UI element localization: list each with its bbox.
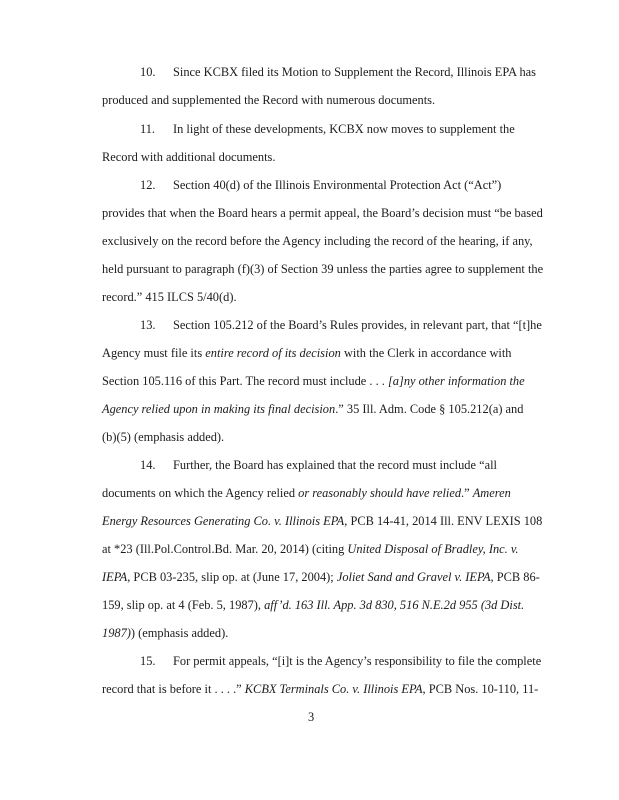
paragraph-number: 15. <box>140 654 156 668</box>
paragraph-text-line <box>102 514 542 529</box>
paragraph-text-line: Section 105.212 of the Board’s Rules provides, in relevant part, that “[t]he <box>173 318 542 332</box>
emphasis-span: Agency relied upon in making its final decision <box>102 402 336 416</box>
page-number: 3 <box>308 710 315 724</box>
paragraph-text-line: record.” 415 ILCS 5/40(d). <box>102 290 237 304</box>
paragraph-text-line: exclusively on the record before the Agency including the record of the hearing, if any, <box>102 234 533 248</box>
paragraph-number: 13. <box>140 318 156 332</box>
paragraph-text-line: provides that when the Board hears a permit appeal, the Board’s decision must “be based <box>102 206 543 220</box>
case-name-span: Joliet Sand and Gravel v. IEPA <box>336 570 491 584</box>
text-span: documents on which the Agency relied <box>102 486 299 500</box>
text-span: .” 35 Ill. Adm. Code § 105.212(a) and <box>335 402 524 416</box>
paragraph-text-line: produced and supplemented the Record with numerous documents. <box>102 93 436 107</box>
citation-span: aff’d. 163 Ill. App. 3d 830, 516 N.E.2d 955 (3d Dist. <box>264 598 525 612</box>
paragraph-number: 14. <box>140 458 156 472</box>
paragraph-text-line <box>102 598 524 613</box>
paragraph-text-line: Since KCBX filed its Motion to Supplement the Record, Illinois EPA has <box>173 65 536 79</box>
paragraph-text-line: Section 40(d) of the Illinois Environmental Protection Act (“Act”) <box>173 178 502 192</box>
text-span: Section 105.116 of this Part. The record must include . . . <box>102 374 388 388</box>
text-span: .” <box>461 486 473 500</box>
paragraph-number: 10. <box>140 65 156 79</box>
paragraph-text-line: (b)(5) (emphasis added). <box>102 430 225 444</box>
paragraph-text-line <box>102 486 511 501</box>
text-span: ) (emphasis added). <box>130 626 229 640</box>
case-name-span: United Disposal of Bradley, Inc. v. <box>347 542 519 556</box>
paragraph-number: 12. <box>140 178 156 192</box>
paragraph-text-line: Further, the Board has explained that the record must include “all <box>173 458 497 472</box>
paragraph-text-line <box>102 402 523 417</box>
paragraph-text-line <box>102 542 519 557</box>
emphasis-span: or reasonably should have relied <box>298 486 462 500</box>
text-span: Agency must file its <box>102 346 206 360</box>
text-span: with the Clerk in accordance with <box>340 346 512 360</box>
emphasis-span: [a]ny other information the <box>387 374 525 388</box>
paragraph-text-line <box>102 626 228 641</box>
case-name-span: IEPA <box>102 570 128 584</box>
paragraph-text-line <box>102 570 540 585</box>
case-name-span: Ameren <box>472 486 511 500</box>
citation-span: 1987) <box>102 626 131 640</box>
paragraph-number: 11. <box>140 122 156 136</box>
case-name-span: Energy Resources Generating Co. v. Illinois EPA <box>102 514 345 528</box>
text-span: , PCB 86- <box>490 570 540 584</box>
paragraph-text-line <box>102 346 512 361</box>
text-span: , PCB 03-235, slip op. at (June 17, 2004); <box>127 570 337 584</box>
paragraph-text-line: In light of these developments, KCBX now moves to supplement the <box>173 122 515 136</box>
text-span: 159, slip op. at 4 (Feb. 5, 1987), <box>102 598 265 612</box>
case-name-span: KCBX Terminals Co. v. Illinois EPA <box>244 682 423 696</box>
text-span: , PCB 14-41, 2014 Ill. ENV LEXIS 108 <box>344 514 543 528</box>
paragraph-text-line: held pursuant to paragraph (f)(3) of Section 39 unless the parties agree to supplement the <box>102 262 544 276</box>
paragraph-text-line <box>102 682 538 697</box>
text-span: , PCB Nos. 10-110, 11- <box>422 682 539 696</box>
text-span: at *23 (Ill.Pol.Control.Bd. Mar. 20, 2014) (citing <box>102 542 348 556</box>
paragraph-text-line <box>102 374 525 389</box>
paragraph-text-line: For permit appeals, “[i]t is the Agency’s responsibility to file the complete <box>173 654 542 668</box>
emphasis-span: entire record of its decision <box>205 346 341 360</box>
text-span: record that is before it . . . .” <box>102 682 245 696</box>
paragraph-text-line: Record with additional documents. <box>102 150 276 164</box>
